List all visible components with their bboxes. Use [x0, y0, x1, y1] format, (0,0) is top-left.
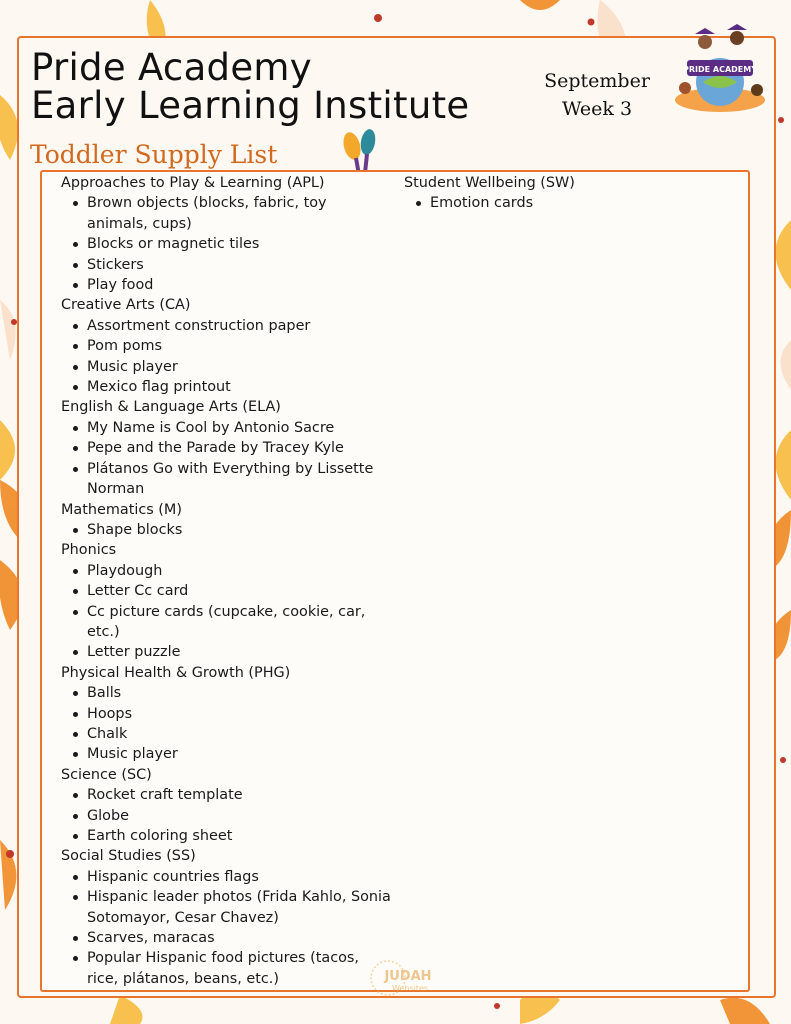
week-label: Week 3: [561, 98, 633, 120]
category-heading: Physical Health & Growth (PHG): [61, 664, 291, 681]
supply-items: [61, 867, 391, 989]
category-section: [61, 540, 391, 662]
category-heading: Creative Arts (CA): [61, 297, 191, 314]
month-label: September: [544, 70, 650, 92]
supply-item: Balls: [87, 683, 391, 703]
category-heading: Science (SC): [61, 766, 152, 783]
supply-item: Earth coloring sheet: [87, 826, 391, 846]
supply-item: Cc picture cards (cupcake, cookie, car, etc.): [87, 602, 391, 643]
supply-item: Rocket craft template: [87, 785, 391, 805]
supply-item: Popular Hispanic food pictures (tacos, rice, plátanos, beans, etc.): [87, 948, 391, 989]
supply-item: Letter puzzle: [87, 642, 391, 662]
supply-items: [61, 683, 391, 765]
supply-item: Hoops: [87, 704, 391, 724]
supply-items: [61, 418, 391, 500]
supply-item: Chalk: [87, 724, 391, 744]
supply-item: Assortment construction paper: [87, 316, 391, 336]
watermark-line1: JUDAH: [384, 969, 432, 984]
category-section: [61, 765, 391, 847]
supply-item: Shape blocks: [87, 520, 391, 540]
supply-item: Brown objects (blocks, fabric, toy animals, cups): [87, 193, 391, 234]
supply-list-right-column: [404, 173, 734, 214]
supply-item: My Name is Cool by Antonio Sacre: [87, 418, 391, 438]
supply-list-left-column: [61, 173, 391, 989]
supply-item: Playdough: [87, 561, 391, 581]
supply-items: [61, 316, 391, 398]
category-section: [404, 173, 734, 214]
supply-item: Hispanic countries flags: [87, 867, 391, 887]
category-heading: Mathematics (M): [61, 501, 182, 518]
supply-item: Mexico flag printout: [87, 377, 391, 397]
supply-item: Stickers: [87, 255, 391, 275]
supply-items: [61, 785, 391, 846]
category-section: [61, 295, 391, 397]
supply-item: Blocks or magnetic tiles: [87, 234, 391, 254]
supply-item: Emotion cards: [430, 193, 734, 213]
category-section: [61, 173, 391, 295]
logo-text: PRIDE ACADEMY: [682, 65, 758, 74]
category-heading: English & Language Arts (ELA): [61, 399, 281, 416]
category-section: [61, 500, 391, 541]
supply-list-subtitle: Toddler Supply List: [30, 140, 278, 169]
category-heading: Social Studies (SS): [61, 848, 196, 865]
category-heading: Phonics: [61, 542, 117, 559]
supply-items: [404, 193, 734, 213]
supply-item: Letter Cc card: [87, 581, 391, 601]
supply-item: Play food: [87, 275, 391, 295]
academy-logo: [665, 20, 775, 120]
supply-item: Music player: [87, 357, 391, 377]
page-title-line2: Early Learning Institute: [31, 84, 470, 127]
supply-item: Hispanic leader photos (Frida Kahlo, Sonia Sotomayor, Cesar Chavez): [87, 887, 391, 928]
page-title-line1: Pride Academy: [31, 46, 312, 89]
supply-items: [61, 561, 391, 663]
supply-item: Pom poms: [87, 336, 391, 356]
supply-item: Plátanos Go with Everything by Lissette Norman: [87, 459, 391, 500]
category-heading: Student Wellbeing (SW): [404, 175, 575, 191]
supply-items: [61, 193, 391, 295]
supply-item: Globe: [87, 806, 391, 826]
category-section: [61, 663, 391, 765]
supply-items: [61, 520, 391, 540]
supply-item: Pepe and the Parade by Tracey Kyle: [87, 438, 391, 458]
watermark-logo: [366, 958, 446, 998]
category-section: [61, 397, 391, 499]
category-heading: Approaches to Play & Learning (APL): [61, 175, 325, 191]
watermark-line2: Websites: [391, 984, 429, 993]
supply-item: Music player: [87, 744, 391, 764]
category-section: [61, 846, 391, 989]
supply-item: Scarves, maracas: [87, 928, 391, 948]
